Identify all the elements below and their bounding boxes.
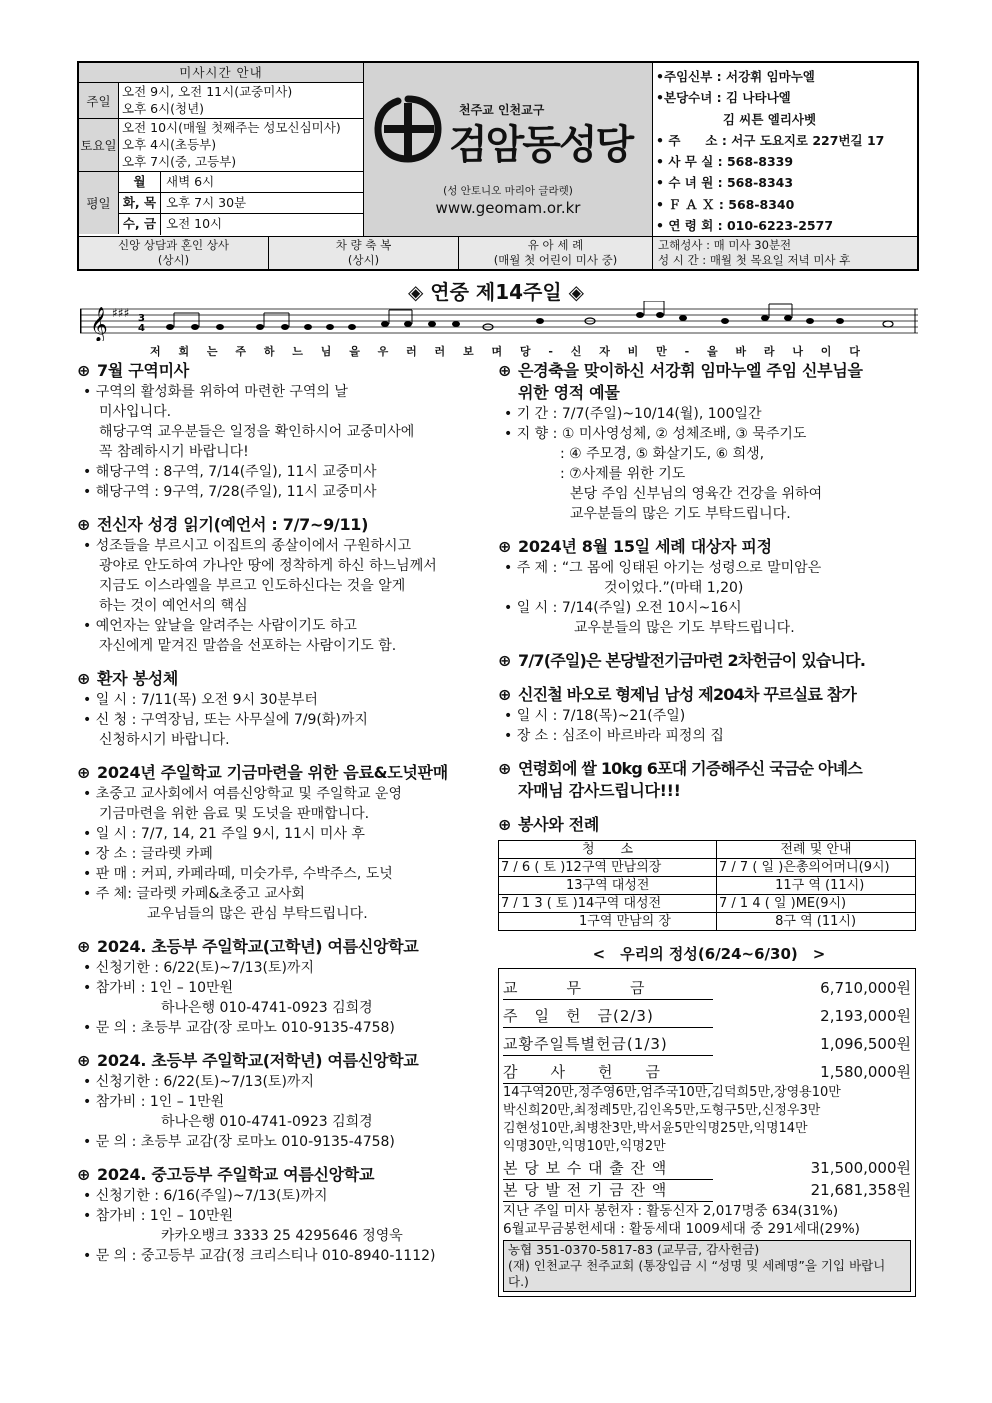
mass-label-saturday: 토요일 bbox=[79, 119, 119, 171]
notice-line: • 예언자는 앞날을 알려주는 사람이기도 하고 bbox=[83, 618, 357, 634]
donor-line: 14구역20만,정주영6만,엄주국10만,김덕희5만,장영용10만 bbox=[503, 1085, 841, 1100]
table-cell: 11구 역 (11시) bbox=[717, 877, 916, 895]
svg-text:3: 3 bbox=[138, 313, 145, 324]
notice-line: 자신에게 맡겨진 말씀을 선포하는 사람이기도 함. bbox=[99, 638, 397, 654]
mass-schedule bbox=[79, 63, 364, 236]
table-row bbox=[499, 859, 916, 877]
donor-line: 박신희20만,최정례5만,김인옥5만,도형구5만,신정우3만 bbox=[503, 1103, 821, 1118]
cross-bullet-icon: ⊕ bbox=[498, 815, 512, 834]
table-cell: 13구역 대성전 bbox=[499, 877, 717, 895]
svg-text:4: 4 bbox=[138, 323, 145, 334]
section-title: 신진철 바오로 형제님 남성 제204차 꾸르실료 참가 bbox=[518, 685, 857, 704]
offering-title: < 우리의 정성(6/24~6/30) > bbox=[592, 945, 826, 963]
parish-patron: (성 안토니오 마리아 글라렛) bbox=[443, 185, 573, 197]
section-title: 2024년 주일학교 기금마련을 위한 음료&도넛판매 bbox=[97, 763, 448, 782]
notice-line: 해당구역 교우분들은 일정을 확인하시어 교중미사에 bbox=[99, 424, 415, 440]
notice-line: • 구역의 활성화를 위하여 마련한 구역의 날 bbox=[83, 384, 348, 400]
notice-line: 하나은행 010-4741-0923 김희경 bbox=[161, 1000, 373, 1016]
notice-line: 것이었다.”(마태 1,20) bbox=[604, 580, 744, 596]
offering-row: 감 사 헌 금 1,580,000원 bbox=[503, 1062, 911, 1084]
notice-line: • 신청기한 : 6/22(토)~7/13(토)까지 bbox=[83, 1074, 314, 1090]
mass-line: 오후 4시(초등부) bbox=[122, 137, 217, 152]
offering-box bbox=[498, 968, 916, 1297]
balance-row: 본 당 발 전 기 금 잔 액 21,681,358원 bbox=[503, 1180, 911, 1202]
notice-line: 카카오뱅크 3333 25 4295646 정영욱 bbox=[161, 1228, 403, 1244]
sacrament-cell: 유 아 세 례 (매월 첫 어린이 미사 중) bbox=[459, 237, 653, 269]
info-line: •주임신부 : 서강휘 임마누엘 bbox=[656, 69, 815, 84]
section-title-cont: 위한 영적 예물 bbox=[518, 383, 620, 402]
table-cell: 7 / 1 4 ( 일 )ME(9시) bbox=[717, 895, 916, 913]
offering-row: 주 일 헌 금(2/3) 2,193,000원 bbox=[503, 1006, 911, 1028]
notice-district-mass bbox=[77, 360, 487, 502]
section-title: 7/7(주일)은 본당발전기금마련 2차헌금이 있습니다. bbox=[518, 651, 866, 670]
notice-elementary-lower-camp bbox=[77, 1050, 487, 1152]
section-title: 전신자 성경 읽기(예언서 : 7/7~9/11) bbox=[97, 515, 369, 534]
parish-logo-area bbox=[364, 63, 653, 236]
table-header: 청 소 bbox=[499, 841, 717, 859]
parish-info bbox=[653, 63, 917, 236]
section-title: 봉사와 전례 bbox=[518, 815, 600, 834]
mass-line: 오후 7시(중, 고등부) bbox=[122, 154, 237, 169]
section-title: 환자 봉성체 bbox=[97, 669, 179, 688]
table-row bbox=[499, 877, 916, 895]
cross-bullet-icon: ⊕ bbox=[77, 515, 91, 534]
notice-line: : ④ 주모경, ⑤ 화살기도, ⑥ 희생, bbox=[560, 446, 765, 462]
notice-line: • 참가비 : 1인 – 10만원 bbox=[83, 1208, 234, 1224]
notice-line: 하나은행 010-4741-0923 김희경 bbox=[161, 1114, 373, 1130]
notice-elementary-upper-camp bbox=[77, 936, 487, 1038]
info-line: • 주 소 : 서구 도요지로 227번길 17 bbox=[656, 132, 885, 148]
notice-line: 미사입니다. bbox=[99, 404, 172, 420]
section-title-cont: 자매님 감사드립니다!!! bbox=[518, 781, 681, 800]
notice-line: • 기 간 : 7/7(주일)~10/14(월), 100일간 bbox=[504, 406, 762, 422]
mass-line: 오전 10시(매월 첫째주는 성모신심미사) bbox=[122, 120, 341, 135]
section-title: 2024. 초등부 주일학교(고학년) 여름신앙학교 bbox=[97, 937, 419, 956]
cross-bullet-icon: ⊕ bbox=[77, 1051, 91, 1070]
notice-bible-reading bbox=[77, 514, 487, 656]
notice-line: • 일 시 : 7/14(주일) 오전 10시~16시 bbox=[504, 600, 742, 616]
notice-line: • 해당구역 : 8구역, 7/14(주일), 11시 교중미사 bbox=[83, 464, 377, 480]
notice-line: • 일 시 : 7/18(목)~21(주일) bbox=[504, 708, 686, 724]
bank-line: (재) 인천교구 천주교회 (통장입금 시 “성명 및 세례명”을 기입 바랍니다.) bbox=[508, 1258, 886, 1289]
notice-line: • 신청기한 : 6/22(토)~7/13(토)까지 bbox=[83, 960, 314, 976]
section-title: 2024. 초등부 주일학교(저학년) 여름신앙학교 bbox=[97, 1051, 419, 1070]
info-line: •본당수녀 : 김 나타나엘 bbox=[656, 90, 791, 106]
mass-line: 오후 6시(청년) bbox=[122, 101, 205, 116]
notice-line: 교우분들의 많은 기도 부탁드립니다. bbox=[574, 620, 795, 636]
notice-line: • 장 소 : 글라렛 카페 bbox=[83, 846, 213, 862]
left-column bbox=[77, 360, 487, 1278]
sacrament-cell: 차 량 축 복 (상시) bbox=[269, 237, 459, 269]
section-title: 2024년 8월 15일 세례 대상자 피정 bbox=[518, 537, 772, 556]
notice-line: • 지 향 : ① 미사영성체, ② 성체조배, ③ 묵주기도 bbox=[504, 426, 807, 442]
notice-line: 광야로 안도하여 가나안 땅에 정착하게 하신 하느님께서 bbox=[99, 558, 437, 574]
donor-line: 김현성10만,최병찬3만,박서윤5만익명25만,익명14만 bbox=[503, 1121, 808, 1136]
cross-bullet-icon: ⊕ bbox=[77, 1165, 91, 1184]
table-cell: 7 / 6 ( 토 )12구역 만남의장 bbox=[499, 859, 717, 877]
cross-bullet-icon: ⊕ bbox=[498, 685, 511, 704]
table-row bbox=[499, 895, 916, 913]
offering-row: 교 무 금 6,710,000원 bbox=[503, 978, 911, 1000]
notice-line: : ⑦사제를 위한 기도 bbox=[560, 466, 686, 482]
offering-row: 교황주일특별헌금(1/3) 1,096,500원 bbox=[503, 1034, 911, 1056]
section-title: 2024. 중고등부 주일학교 여름신앙학교 bbox=[97, 1165, 375, 1184]
notice-fundraising-sale bbox=[77, 762, 487, 924]
info-line: • 연 령 회 : 010-6223-2577 bbox=[656, 218, 834, 234]
attendance-note: 지난 주일 미사 봉헌자 : 활동신자 2,017명중 634(31%) bbox=[503, 1203, 839, 1219]
notice-line: 교우님들의 많은 관심 부탁드립니다. bbox=[147, 906, 368, 922]
weekday-time: 오전 10시 bbox=[166, 216, 223, 231]
svg-text:♯♯♯: ♯♯♯ bbox=[112, 306, 130, 320]
svg-text:𝄞: 𝄞 bbox=[90, 307, 108, 341]
table-header: 전례 및 안내 bbox=[717, 841, 916, 859]
header-box bbox=[77, 61, 919, 271]
attendance-note: 6월교무금봉헌세대 : 활동세대 1009세대 중 291세대(29%) bbox=[503, 1221, 860, 1237]
notice-rice-donation bbox=[498, 758, 920, 802]
notice-second-collection bbox=[498, 650, 920, 672]
service-table bbox=[498, 840, 916, 931]
mass-line: 오전 9시, 오전 11시(교중미사) bbox=[122, 84, 293, 99]
notice-line: 본당 주임 신부님의 영육간 건강을 위하여 bbox=[570, 486, 823, 502]
parish-url-link[interactable]: www.geomam.or.kr bbox=[435, 199, 581, 217]
bank-account-box bbox=[503, 1240, 911, 1292]
section-title: 7월 구역미사 bbox=[97, 361, 189, 380]
notice-line: 하는 것이 예언서의 핵심 bbox=[99, 598, 248, 614]
cross-bullet-icon: ⊕ bbox=[77, 763, 91, 782]
notice-line: • 성조들을 부르시고 이집트의 종살이에서 구원하시고 bbox=[83, 538, 412, 554]
weekday-day: 화, 목 bbox=[119, 193, 161, 213]
music-staff-icon bbox=[80, 301, 918, 341]
parish-name: 검암동성당 bbox=[449, 121, 633, 168]
section-title: 은경축을 맞이하신 서강휘 임마누엘 주임 신부님을 bbox=[518, 361, 863, 380]
info-line: • Ｆ Ａ Ｘ : 568-8340 bbox=[656, 196, 795, 212]
notice-line: 꼭 참례하시기 바랍니다! bbox=[99, 444, 249, 460]
notice-line: • 문 의 : 초등부 교감(장 로마노 010-9135-4758) bbox=[83, 1020, 395, 1036]
cross-bullet-icon: ⊕ bbox=[498, 537, 512, 556]
info-line: • 수 녀 원 : 568-8343 bbox=[656, 175, 794, 191]
notice-line: 기금마련을 위한 음료 및 도넛을 판매합니다. bbox=[99, 806, 370, 822]
mass-row-weekday bbox=[79, 172, 363, 234]
notice-line: • 일 시 : 7/7, 14, 21 주일 9시, 11시 미사 후 bbox=[83, 826, 365, 842]
notice-line: • 초중고 교사회에서 여름신앙학교 및 주일학교 운영 bbox=[83, 786, 402, 802]
notice-line: • 일 시 : 7/11(목) 오전 9시 30분부터 bbox=[83, 692, 318, 708]
cross-bullet-icon: ⊕ bbox=[77, 361, 91, 380]
mass-label-weekday: 평일 bbox=[79, 172, 119, 234]
notice-line: 신청하시기 바랍니다. bbox=[99, 732, 230, 748]
sacrament-info-bar bbox=[79, 236, 917, 269]
notice-cursillo bbox=[498, 684, 920, 746]
mass-row-sunday bbox=[79, 83, 363, 119]
sacrament-cell: 신앙 상담과 혼인 상사 (상시) bbox=[79, 237, 269, 269]
table-cell: 7 / 1 3 ( 토 )14구역 대성전 bbox=[499, 895, 717, 913]
info-line: • 사 무 실 : 568-8339 bbox=[656, 154, 794, 170]
table-header-row bbox=[499, 841, 916, 859]
table-row bbox=[499, 913, 916, 931]
table-cell: 1구역 만남의 장 bbox=[499, 913, 717, 931]
notice-line: • 참가비 : 1인 – 1만원 bbox=[83, 1094, 225, 1110]
right-column bbox=[498, 360, 920, 1297]
cross-bullet-icon: ⊕ bbox=[498, 651, 511, 670]
notice-line: • 신 청 : 구역장님, 또는 사무실에 7/9(화)까지 bbox=[83, 712, 368, 728]
parish-diocese: 천주교 인천교구 bbox=[459, 103, 545, 117]
cross-bullet-icon: ⊕ bbox=[77, 937, 91, 956]
notice-line: • 문 의 : 중고등부 교감(정 크리스티나 010-8940-1112) bbox=[83, 1248, 436, 1264]
notice-line: • 문 의 : 초등부 교감(장 로마노 010-9135-4758) bbox=[83, 1134, 395, 1150]
weekday-day: 월 bbox=[119, 172, 161, 192]
notice-youth-camp bbox=[77, 1164, 487, 1266]
notice-spiritual-gift bbox=[498, 360, 920, 524]
notice-line: • 주 제 : “그 몸에 잉태된 아기는 성령으로 말미암은 bbox=[504, 560, 822, 576]
service-section bbox=[498, 814, 920, 931]
mass-row-saturday bbox=[79, 119, 363, 172]
table-cell: 8구 역 (11시) bbox=[717, 913, 916, 931]
cross-emblem-icon bbox=[372, 93, 444, 165]
page-title: ◈ 연중 제14주일 ◈ bbox=[407, 280, 585, 304]
notice-line: • 해당구역 : 9구역, 7/28(주일), 11시 교중미사 bbox=[83, 484, 377, 500]
weekday-day: 수, 금 bbox=[119, 214, 161, 235]
notice-line: • 판 매 : 커피, 카페라떼, 미숫가루, 수박주스, 도넛 bbox=[83, 866, 393, 882]
notice-sick-communion bbox=[77, 668, 487, 750]
sacrament-cell: 고해성사 : 매 미사 30분전 성 시 간 : 매월 첫 목요일 저녁 미사 후 bbox=[658, 238, 851, 267]
info-line: 김 씨튼 엘리사벳 bbox=[656, 111, 817, 127]
hymn-lyrics: 저 희 는 주 하 느 님 을 우 러 러 보 며 당 - 신 자 비 만 - 을 바 라 나 이 다 bbox=[150, 345, 861, 358]
notice-line: 교우분들의 많은 기도 부탁드립니다. bbox=[570, 506, 791, 522]
notice-line: • 장 소 : 심조이 바르바라 피정의 집 bbox=[504, 728, 724, 744]
bank-line: 농협 351-0370-5817-83 (교무금, 감사헌금) bbox=[508, 1242, 760, 1257]
cross-bullet-icon: ⊕ bbox=[498, 759, 511, 778]
notice-line: • 신청기한 : 6/16(주일)~7/13(토)까지 bbox=[83, 1188, 328, 1204]
weekday-time: 오후 7시 30분 bbox=[166, 195, 247, 210]
mass-schedule-title: 미사시간 안내 bbox=[79, 63, 363, 83]
notice-line: • 주 체: 글라렛 카페&초중고 교사회 bbox=[83, 886, 305, 902]
notice-line: 지금도 이스라엘을 부르고 인도하신다는 것을 알게 bbox=[99, 578, 406, 594]
notice-line: • 참가비 : 1인 – 10만원 bbox=[83, 980, 234, 996]
cross-bullet-icon: ⊕ bbox=[77, 669, 91, 688]
notice-baptism-retreat bbox=[498, 536, 920, 638]
weekday-time: 새벽 6시 bbox=[166, 174, 215, 189]
mass-label-sunday: 주일 bbox=[79, 83, 119, 118]
donor-line: 익명30만,익명10만,익명2만 bbox=[503, 1139, 666, 1154]
table-cell: 7 / 7 ( 일 )은총의어머니(9시) bbox=[717, 859, 916, 877]
cross-bullet-icon: ⊕ bbox=[498, 361, 512, 380]
section-title: 연령회에 쌀 10kg 6포대 기증해주신 국금순 아녜스 bbox=[518, 759, 862, 778]
balance-row: 본 당 보 수 대 출 잔 액 31,500,000원 bbox=[503, 1158, 911, 1180]
